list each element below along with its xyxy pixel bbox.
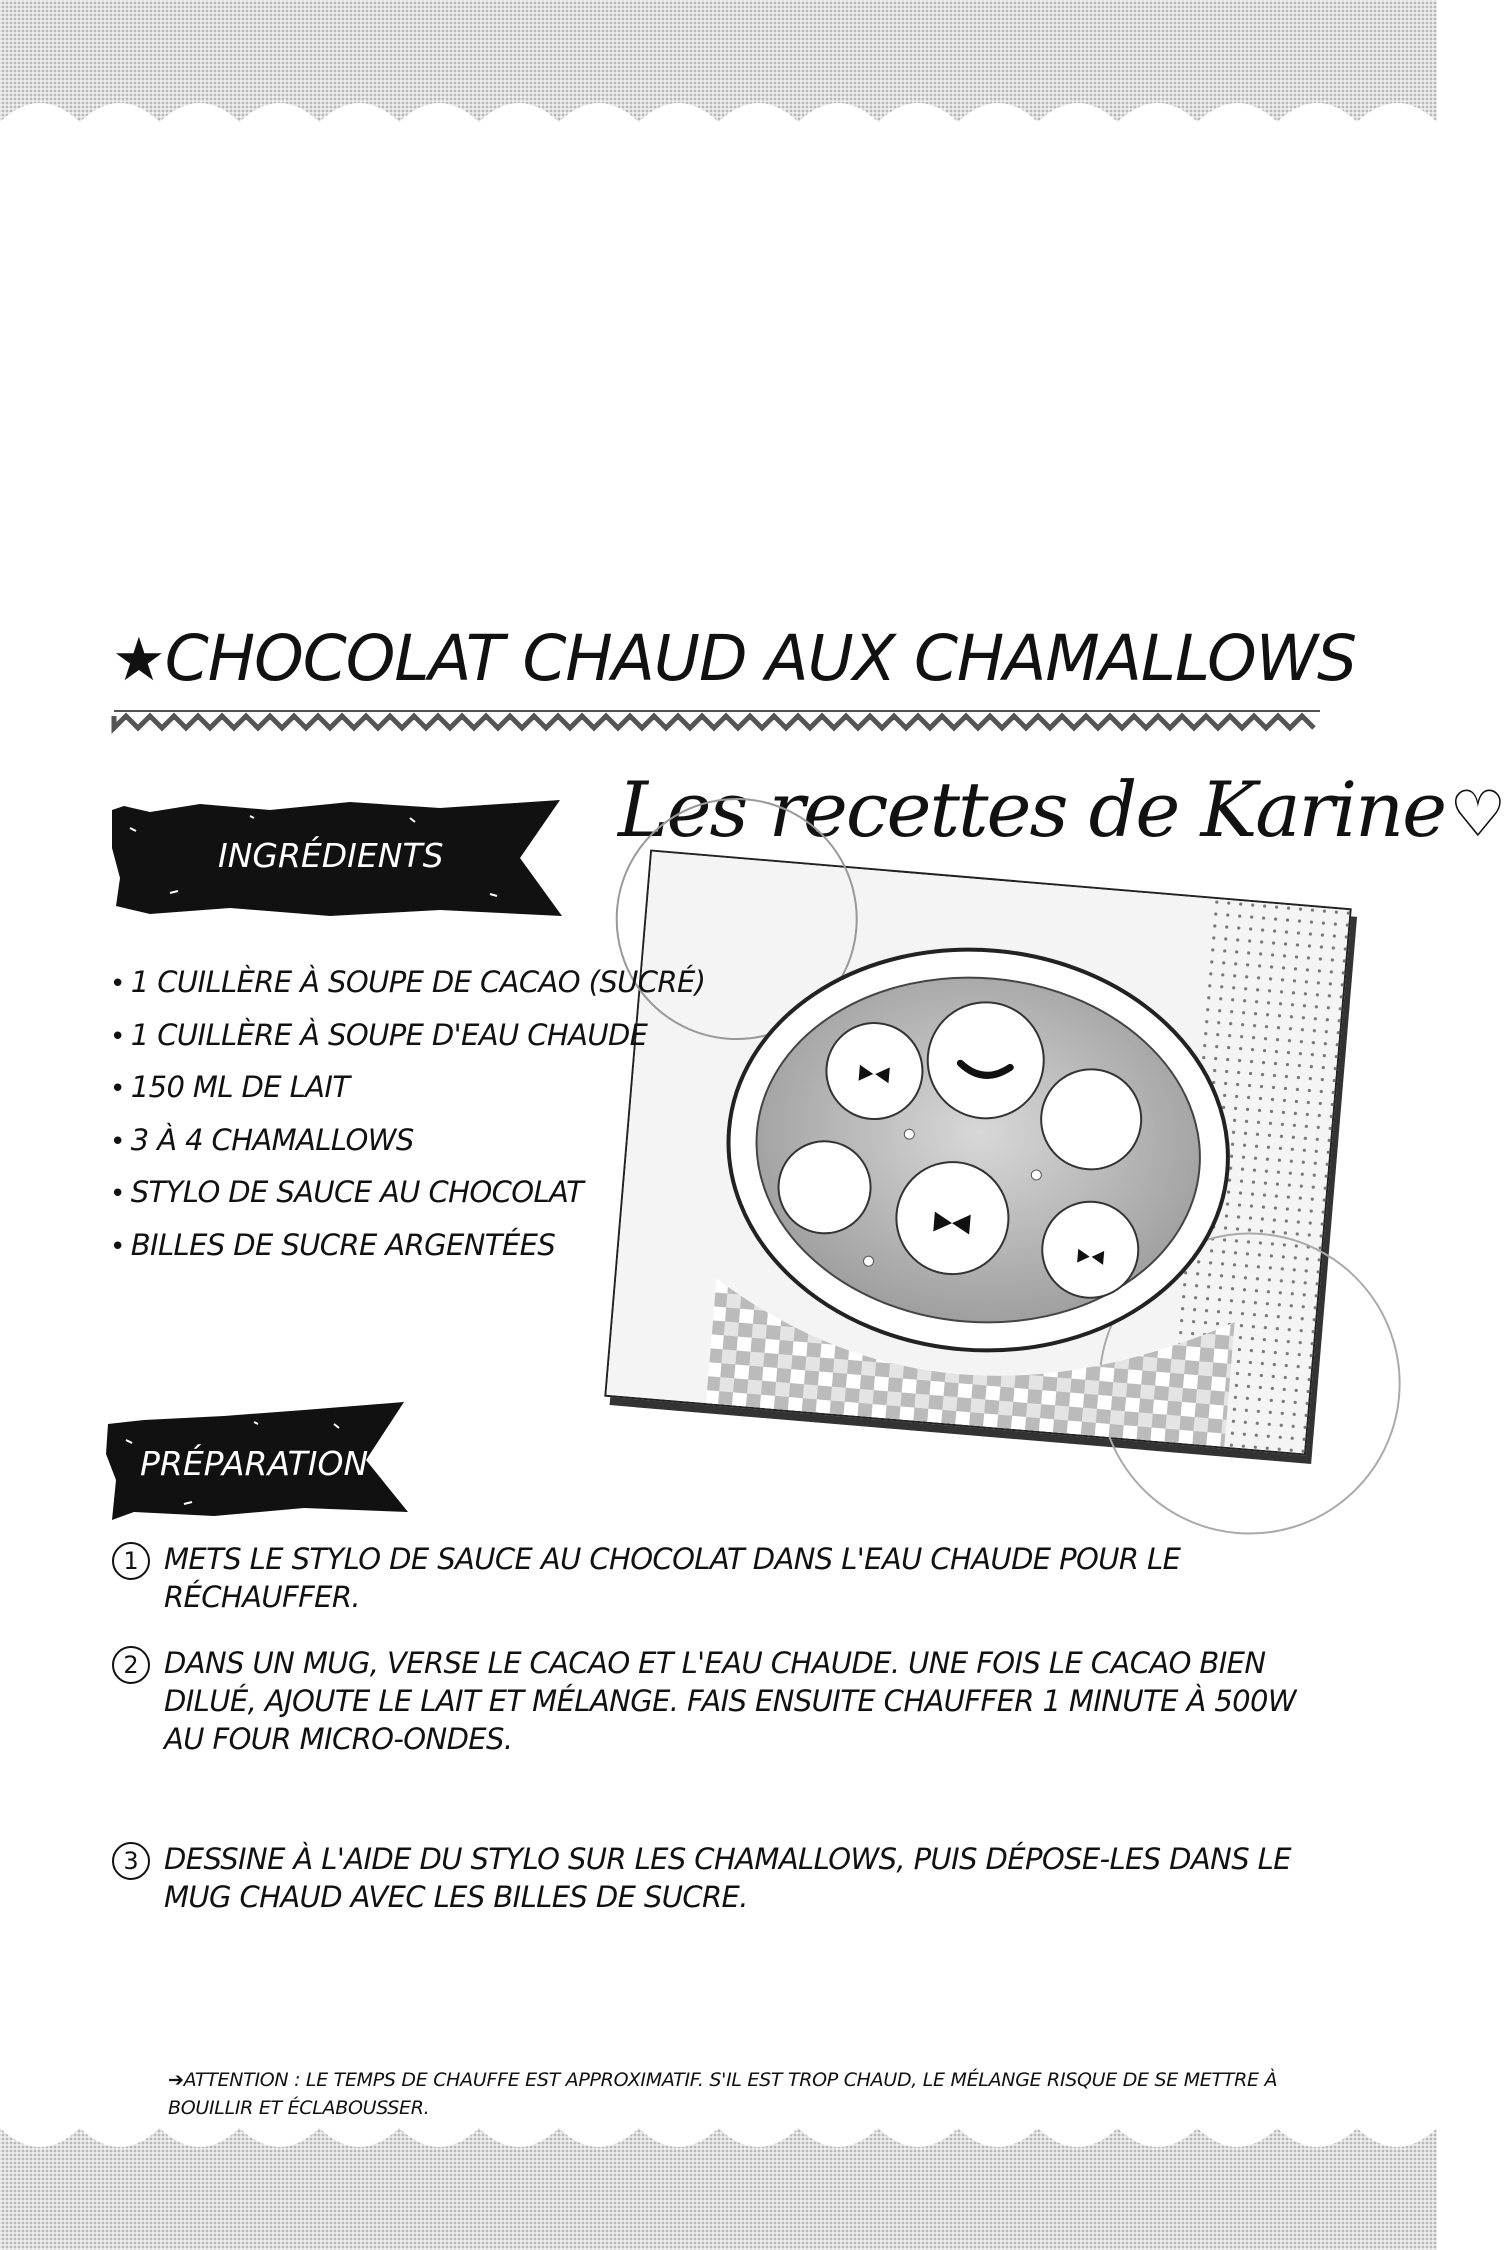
step-number-icon: 3 <box>112 1842 150 1880</box>
script-text: Les recettes de Karine <box>618 765 1446 854</box>
preparation-banner <box>104 1400 409 1522</box>
ingredients-banner <box>110 798 565 918</box>
bullet-icon: • <box>110 969 125 999</box>
step-text: DESSINE À L'AIDE DU STYLO SUR LES CHAMALLOWS, PUIS DÉPOSE-LES DANS LE MUG CHAUD AVEC LES BILLES DE SUCRE. <box>164 1842 1291 1914</box>
step-text: METS LE STYLO DE SAUCE AU CHOCOLAT DANS L'EAU CHAUDE POUR LE RÉCHAUFFER. <box>164 1542 1181 1614</box>
page-title <box>112 622 1356 695</box>
bullet-icon: • <box>110 1021 125 1052</box>
preparation-heading: PRÉPARATION <box>140 1444 369 1483</box>
star-icon: ★ <box>112 625 165 695</box>
ingredients-heading: INGRÉDIENTS <box>218 836 444 875</box>
ingredients-list <box>110 962 705 1277</box>
bullet-icon: • <box>110 1179 125 1209</box>
top-scallop-border <box>0 0 1437 130</box>
list-item: • 1 CUILLÈRE À SOUPE DE CACAO (SUCRÉ) <box>110 965 706 999</box>
list-item: • STYLO DE SAUCE AU CHOCOLAT <box>110 1175 584 1209</box>
bullet-icon: • <box>110 1231 125 1262</box>
list-item: • 3 À 4 CHAMALLOWS <box>110 1122 414 1157</box>
heart-icon: ♡ <box>1449 778 1504 852</box>
bullet-icon: • <box>110 1126 125 1157</box>
step-number-icon: 1 <box>112 1542 150 1580</box>
zigzag-divider <box>114 708 1320 734</box>
hot-chocolate-illustration <box>604 850 1351 1456</box>
list-item: • BILLES DE SUCRE ARGENTÉES <box>110 1227 556 1262</box>
scallop-edge-top <box>0 82 1437 130</box>
bottom-scallop-border <box>0 2120 1437 2250</box>
scallop-edge-bottom <box>0 2120 1437 2168</box>
step-text: DANS UN MUG, VERSE LE CACAO ET L'EAU CHAUDE. UNE FOIS LE CACAO BIEN DILUÉ, AJOUTE LE LAIT ET MÉLANGE. FAIS ENSUITE CHAUFFER 1 MINUTE À 500W AU FOUR MICRO-ONDES. <box>164 1646 1296 1756</box>
list-item: • 1 CUILLÈRE À SOUPE D'EAU CHAUDE <box>110 1017 648 1052</box>
list-item: • 150 ML DE LAIT <box>110 1070 350 1104</box>
step-number-icon: 2 <box>112 1646 150 1684</box>
warning-note: ➔ATTENTION : LE TEMPS DE CHAUFFE EST APPROXIMATIF. S'IL EST TROP CHAUD, LE MÉLANGE RISQUE DE SE METTRE À BOUILLIR ET ÉCLABOUSSER. <box>168 2069 1278 2119</box>
bullet-icon: • <box>110 1074 125 1104</box>
recipe-title: CHOCOLAT CHAUD AUX CHAMALLOWS <box>164 622 1356 695</box>
series-script-heading <box>618 765 1504 854</box>
